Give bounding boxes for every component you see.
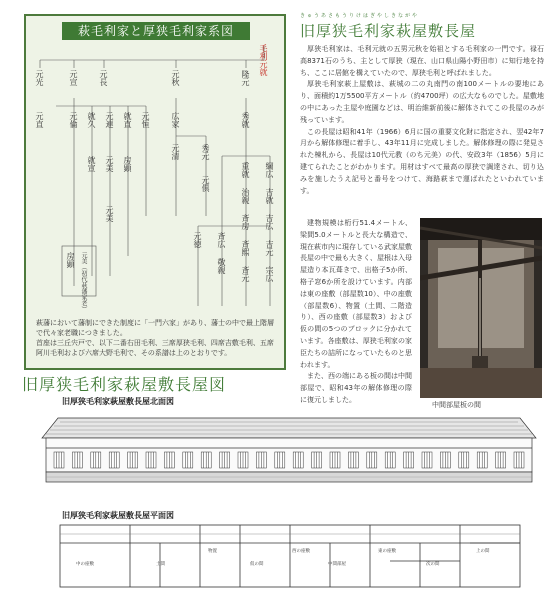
tree-name-terumoto2: 秀就 — [241, 112, 250, 128]
tree-name-motonaga: 元長 — [99, 70, 108, 86]
tree-box-name-left: 房顕 — [66, 252, 75, 268]
tree-name-sub16: 元倶 — [201, 176, 210, 192]
family-tree-title: 萩毛利家と厚狭毛利家系図 — [62, 22, 250, 40]
photo-caption: 中間部屋板の間 — [432, 401, 481, 409]
tree-name-yoshimoto: 吉元 — [265, 240, 274, 256]
tree-name-sub7: 就直 — [123, 112, 132, 128]
tree-name-sub12: 元美 — [105, 206, 114, 222]
tree-name-sub14: 元清 — [171, 144, 180, 160]
tree-name-sub4: 元倫 — [69, 112, 78, 128]
tree-name-motonori: 元徳 — [193, 232, 202, 248]
tree-name-haruchika: 治親 — [241, 188, 250, 204]
family-tree-panel — [24, 14, 286, 370]
floor-plan-drawing — [40, 521, 540, 593]
article-body-top — [300, 44, 544, 197]
tree-name-sub10: 元美 — [105, 156, 114, 172]
tree-name-takamoto: 隆元 — [241, 70, 250, 86]
tree-name-sub5: 就久 — [87, 112, 96, 128]
tree-name-sub13: 広家 — [171, 112, 180, 128]
article-paragraph-4: 建物規模は桁行51.4メートル、梁間5.0メートルと長大な構造で、現在萩市内に現存している武家屋敷長屋の中で最も大きく、屋根は入母屋造り本瓦葺きで、出格子5か所、格子窓6か所を設けています。内部は東の座敷（部屋数10）、中の座敷（部屋数6）、物置（土間、二階造り）、西の座敷（部屋数3）および仮の間の5つのブロックに分かれています。各座敷は、厚狭毛利家の家臣たちの詰所になっていたものと思われます。 — [300, 219, 412, 369]
plan-label-nishi: 西の座敷 — [292, 549, 310, 554]
article-heading: 旧厚狭毛利家萩屋敷長屋 — [300, 22, 477, 40]
elevation-drawing — [40, 410, 540, 502]
tree-name-narifusa: 斉房 — [241, 214, 250, 230]
plan-label-tsugi: 次の間 — [426, 562, 440, 567]
tree-name-sub15: 秀元 — [201, 144, 210, 160]
elevation-caption: 旧厚狭毛利家萩屋敷長屋北面図 — [62, 397, 174, 406]
article-paragraph-5: また、西の端にある板の間は中間部屋で、昭和43年の解体修理の際に復元しました。 — [300, 372, 412, 404]
tree-name-nariteru: 斉広 — [217, 232, 226, 248]
tree-name-sub8: 元恒 — [141, 112, 150, 128]
plan-label-kari: 仮の間 — [250, 562, 264, 567]
tree-name-terumoto: 毛利元就 — [259, 44, 268, 76]
plan-label-higashi: 東の座敷 — [378, 549, 396, 554]
tree-name-sub1: 元宣 — [69, 70, 78, 86]
tree-name-sub6: 元連 — [105, 112, 114, 128]
diagram-title: 旧厚狭毛利家萩屋敷長屋図 — [22, 375, 227, 394]
tree-name-narimoto: 斉元 — [241, 266, 250, 282]
article-paragraph-3: この長屋は昭和41年（1966）6月に国の重要文化財に指定され、翌42年7月から解体修理に着手し、43年11月に完成しました。解体修理の際に発見された棟札から、長屋は10代元教（のち元美）の代、安政3年（1856）5月に建てられたことがわかります。用材はすべて最高の厚狭で調達され、切り込みを施したうえ記号と番号をつけて、海路萩まで運ばれたといわれています。 — [300, 127, 544, 195]
tree-note-line-2: 首座は三丘宍戸で、以下二番右田毛利、三席厚狭毛利、四席吉敷毛利、五席阿川毛利および六席大野毛利で、その系譜は上のとおりです。 — [36, 339, 274, 357]
tree-name-yoshihiro: 吉就 — [265, 188, 274, 204]
interior-photo — [420, 218, 542, 398]
tree-name-takachika: 敬親 — [217, 258, 226, 274]
tree-name-narihiro: 斉熙 — [241, 240, 250, 256]
tree-note-line-1: 萩藩において藩制にできた制度に「一門六家」があり、藩士の中で最上階層で代々家老職につきました。 — [36, 319, 274, 337]
tree-name-motoaki: 元秋 — [171, 70, 180, 86]
tree-name-yoshihiro2: 吉広 — [265, 214, 274, 230]
plan-label-kami: 上の間 — [476, 549, 490, 554]
tree-name-sub3: 元直 — [35, 112, 44, 128]
plan-caption: 旧厚狭毛利家萩屋敷長屋平面図 — [62, 511, 174, 520]
tree-box-name-right: 元美（初代萩藩家老） — [80, 252, 87, 312]
article-heading-ruby: きゅうあさもうりけはぎやしきながや — [300, 13, 420, 19]
article-body-side — [300, 218, 412, 407]
tree-name-sub9: 就宣 — [87, 156, 96, 172]
plan-label-chugen: 中間部屋 — [328, 562, 346, 567]
family-tree-note — [36, 318, 276, 358]
tree-name-sub11: 房顕 — [123, 156, 132, 172]
tree-name-munehiro: 宗広 — [265, 266, 274, 282]
plan-label-naka: 中の座敷 — [76, 562, 94, 567]
interior-photo-illustration — [420, 218, 542, 398]
plan-label-doma: 土間 — [156, 562, 165, 567]
article-paragraph-1: 厚狭毛利家は、毛利元就の五男元秋を始祖とする毛利家の一門です。禄石高8371石のうち、主として厚狭（現在、山口県山陽小野田市）に知行地を持ち、ここに居館を構えていたので、厚狭毛利と呼ばれました。 — [300, 45, 544, 77]
tree-name-shigetaka: 重就 — [241, 162, 250, 178]
article-paragraph-2: 厚狭毛利家萩上屋敷は、萩城の二の丸南門の南100メートルの要地にあり、面積約1万5500平方メートル（約4700坪）の広大なものでした。屋敷地の中にあった主屋や庭園などは、明治維新前後に解体されてこの長屋のみが残っています。 — [300, 80, 544, 124]
plan-label-monooki: 物置 — [208, 549, 217, 554]
tree-name-tsunahiro: 綱広 — [265, 162, 274, 178]
tree-name-sub2: 元光 — [35, 70, 44, 86]
